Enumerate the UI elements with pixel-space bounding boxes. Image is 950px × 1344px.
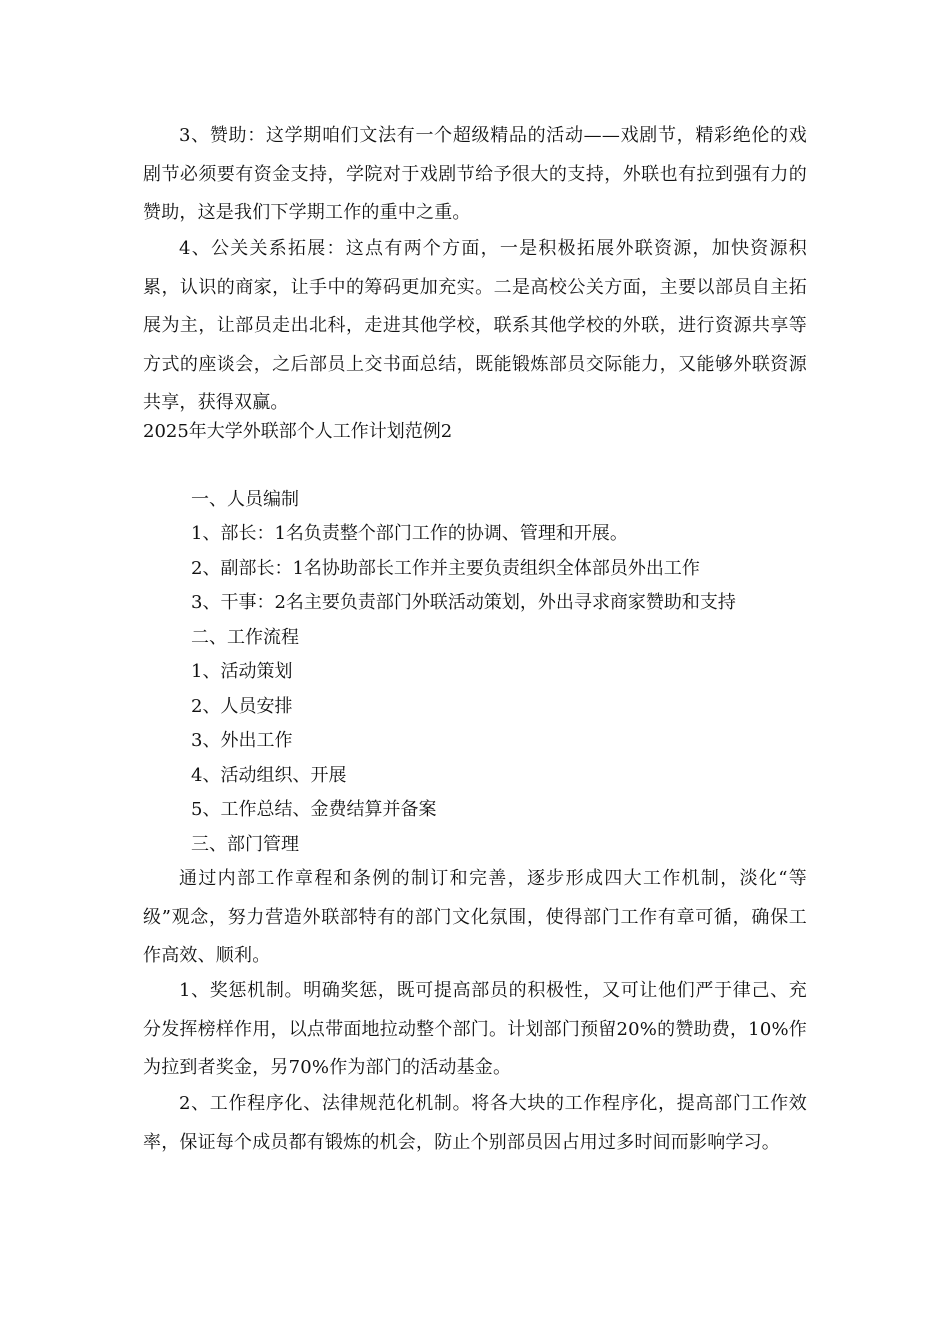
list-item: 1、部长：1名负责整个部门工作的协调、管理和开展。 [191, 523, 628, 544]
list-item: 2、人员安排 [191, 696, 293, 717]
paragraph-procedure-mechanism: 2、工作程序化、法律规范化机制。将各大块的工作程序化，提高部门工作效率，保证每个成员都有锻炼的机会，防止个别部员因占用过多时间而影响学习。 [143, 1093, 807, 1153]
paragraph-management-intro: 通过内部工作章程和条例的制订和完善，逐步形成四大工作机制，淡化“等级”观念，努力营造外联部特有的部门文化氛围，使得部门工作有章可循，确保工作高效、顺利。 [143, 868, 807, 966]
list-item: 2、副部长：1名协助部长工作并主要负责组织全体部员外出工作 [191, 558, 700, 579]
list-item: 1、活动策划 [191, 661, 293, 682]
paragraph-sponsorship: 3、赞助：这学期咱们文法有一个超级精品的活动——戏剧节，精彩绝伦的戏剧节必须要有资金支持，学院对于戏剧节给予很大的支持，外联也有拉到强有力的赞助，这是我们下学期工作的重中之重。 [143, 125, 807, 223]
list-item: 3、干事：2名主要负责部门外联活动策划，外出寻求商家赞助和支持 [191, 592, 736, 613]
list-item: 4、活动组织、开展 [191, 765, 347, 786]
list-item: 三、部门管理 [191, 834, 299, 855]
section-title: 2025年大学外联部个人工作计划范例2 [143, 421, 453, 442]
paragraph-public-relations: 4、公关关系拓展：这点有两个方面，一是积极拓展外联资源，加快资源积累，认识的商家，让手中的筹码更加充实。二是高校公关方面，主要以部员自主拓展为主，让部员走出北科，走进其他学校，联系其他学校的外联，进行资源共享等方式的座谈会，之后部员上交书面总结，既能锻炼部员交际能力，又能够外联资源共享，获得双赢。 [143, 238, 807, 413]
paragraph-reward-mechanism: 1、奖惩机制。明确奖惩，既可提高部员的积极性，又可让他们严于律己、充分发挥榜样作用，以点带面地拉动整个部门。计划部门预留20%的赞助费，10%作为拉到者奖金，另70%作为部门的活动基金。 [143, 980, 807, 1078]
list-item: 3、外出工作 [191, 730, 293, 751]
list-item: 一、人员编制 [191, 489, 299, 510]
list-item: 二、工作流程 [191, 627, 299, 648]
list-item: 5、工作总结、金费结算并备案 [191, 799, 437, 820]
